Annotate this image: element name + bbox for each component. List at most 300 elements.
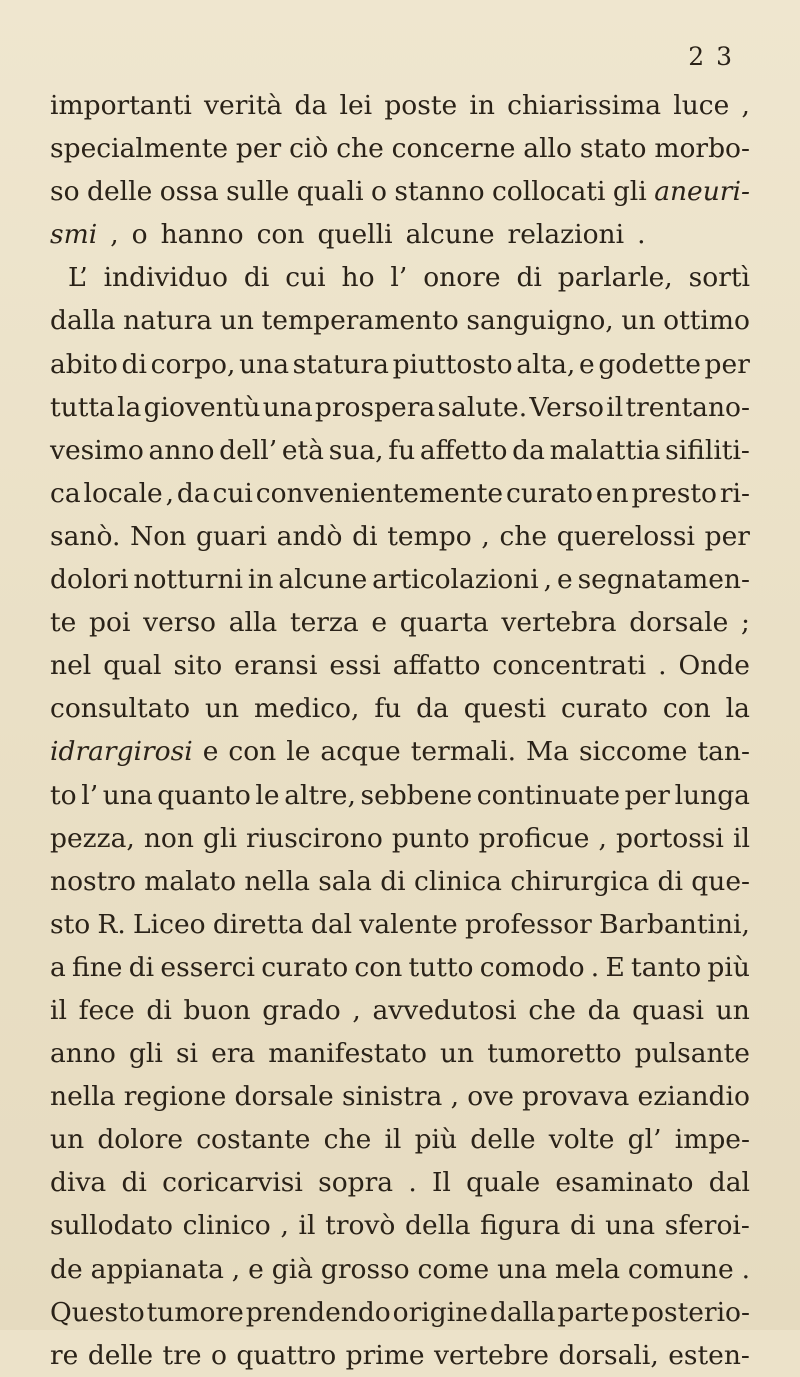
word: di: [243, 262, 270, 294]
word: ciò: [289, 133, 329, 165]
word: Non: [130, 520, 187, 552]
text-line: [50, 730, 750, 773]
word: e: [371, 607, 388, 639]
word: sto: [50, 908, 91, 940]
word: origine: [392, 1296, 488, 1328]
word: chiarissima: [507, 90, 662, 121]
text-line: [50, 1118, 750, 1161]
word: Verso: [529, 391, 605, 423]
word: morbo-: [654, 133, 750, 165]
word: sullodato: [50, 1210, 173, 1242]
word: allo: [523, 133, 572, 165]
word: en: [595, 477, 629, 509]
text-line: [50, 127, 750, 170]
word: per: [624, 779, 670, 811]
word: sebbene: [360, 779, 473, 811]
text-line: [50, 946, 750, 989]
word: E: [605, 951, 625, 983]
word: le: [286, 736, 311, 768]
word: pezza,: [50, 822, 135, 854]
word: e: [202, 736, 219, 768]
text-line: [50, 429, 750, 472]
word: di: [380, 865, 406, 897]
word: Questo: [50, 1296, 145, 1328]
word: vesimo: [50, 434, 144, 466]
word: per: [704, 348, 750, 380]
text-line: [50, 1334, 750, 1377]
word: affatto: [392, 650, 481, 682]
word: una: [605, 1210, 656, 1242]
word: gli: [203, 822, 237, 854]
text-line: [50, 213, 750, 256]
word: sferoi-: [664, 1210, 750, 1242]
word: poi: [89, 607, 131, 639]
word: lunga: [674, 779, 750, 811]
word: Barbantini,: [599, 908, 750, 940]
word: prendendo: [245, 1296, 391, 1328]
word: trovò: [325, 1210, 396, 1242]
word: dalla: [50, 305, 116, 337]
word: concentrati: [492, 650, 647, 682]
word: coricarvisi: [162, 1167, 303, 1199]
word: in: [247, 564, 274, 596]
word: della: [405, 1210, 471, 1242]
word: quali: [296, 176, 364, 208]
word: tutto: [408, 951, 474, 983]
word: le: [255, 779, 280, 811]
word: da: [176, 477, 210, 509]
word: .: [741, 1253, 750, 1285]
word: nella: [244, 865, 310, 897]
word: diva: [50, 1167, 107, 1199]
word: un: [204, 693, 240, 725]
word: chirurgica: [510, 865, 650, 897]
word: dorsali,: [558, 1339, 659, 1371]
text-line: [50, 170, 750, 213]
word: una: [497, 1253, 547, 1285]
word: segnatamen-: [577, 564, 750, 596]
word: esserci: [160, 951, 255, 983]
word: che: [336, 133, 384, 165]
word: la: [725, 693, 750, 725]
word: una: [102, 779, 153, 811]
word: individuo: [103, 262, 228, 294]
word: anno: [148, 434, 215, 466]
word: da: [587, 994, 621, 1026]
word: sanguigno,: [466, 305, 614, 337]
word: qual: [103, 650, 162, 682]
word: pulsante: [634, 1038, 750, 1070]
word: tumore: [146, 1296, 244, 1328]
text-line: [50, 1291, 750, 1334]
text-line: [50, 989, 750, 1032]
word: punto: [391, 822, 470, 854]
word: nostro: [50, 865, 136, 897]
text-line: [50, 601, 750, 644]
word: costante: [196, 1124, 311, 1156]
word: buon: [183, 994, 251, 1026]
word: Onde: [678, 650, 750, 682]
word: concerne: [391, 133, 516, 165]
word: eransi: [234, 650, 318, 682]
word: specialmente: [50, 133, 229, 165]
word: che: [528, 994, 576, 1026]
word: acque: [320, 736, 401, 768]
word: prime: [345, 1339, 425, 1371]
word: ho: [341, 262, 375, 294]
word: sinistra: [341, 1081, 443, 1113]
word: sopra: [318, 1167, 394, 1199]
word: Ma: [526, 736, 569, 768]
word: già: [271, 1253, 313, 1285]
word: e: [248, 1253, 264, 1285]
word: sanò.: [50, 520, 121, 552]
text-line: [50, 1204, 750, 1247]
word: gli: [128, 1038, 163, 1070]
word: ,: [741, 90, 750, 121]
word: corpo,: [150, 348, 236, 380]
word: alta,: [516, 348, 576, 380]
word: ,: [450, 1081, 459, 1113]
word: il: [384, 1124, 402, 1156]
word: una: [239, 348, 290, 380]
word: quale: [466, 1167, 541, 1199]
word: .: [590, 951, 600, 983]
word: temperamento: [261, 305, 459, 337]
word: età: [281, 434, 324, 466]
word: per: [235, 133, 282, 165]
word: ,: [165, 477, 175, 509]
word: non: [143, 822, 194, 854]
word: lei: [339, 90, 373, 121]
word: professor: [464, 908, 592, 940]
word: clinico: [182, 1210, 271, 1242]
word: convenientemente: [255, 477, 504, 509]
word: delle: [87, 1339, 154, 1371]
word: valente: [359, 908, 458, 940]
text-line: [50, 644, 750, 687]
word: che: [323, 1124, 372, 1156]
word: e: [579, 348, 595, 380]
word: eziandio: [637, 1081, 750, 1113]
word: trentano-: [625, 391, 750, 423]
word: o: [371, 176, 387, 208]
word: anno: [50, 1038, 116, 1070]
word: una: [262, 391, 313, 423]
word: aneuri-: [654, 176, 750, 208]
word: di: [516, 262, 542, 294]
word: o: [211, 1339, 227, 1371]
word: curato: [261, 951, 349, 983]
text-line: [50, 903, 750, 946]
word: l’: [81, 779, 99, 811]
word: con: [256, 219, 305, 251]
word: medico,: [253, 693, 360, 725]
word: hanno: [160, 219, 244, 251]
text-line: [50, 515, 750, 558]
word: andò: [276, 520, 343, 552]
word: stato: [579, 133, 647, 165]
word: da: [512, 434, 545, 466]
word: volte: [548, 1124, 615, 1156]
word: ,: [543, 564, 553, 596]
word: di: [128, 951, 155, 983]
word: tempo: [387, 520, 472, 552]
text-line: [50, 817, 750, 860]
word: altre,: [284, 779, 356, 811]
word: piuttosto: [392, 348, 513, 380]
word: que-: [691, 865, 750, 897]
word: parte: [557, 1296, 630, 1328]
word: un: [621, 305, 656, 337]
word: ottimo: [663, 305, 750, 337]
word: da: [416, 693, 449, 725]
word: luce: [673, 90, 730, 121]
word: malato: [144, 865, 237, 897]
word: gioventù: [143, 391, 261, 423]
word: importanti: [50, 90, 192, 121]
word: la: [117, 391, 142, 423]
text-line: [50, 687, 750, 730]
word: .: [658, 650, 667, 682]
word: dal: [310, 908, 353, 940]
word: il: [606, 391, 624, 423]
word: posterio-: [631, 1296, 750, 1328]
word: mela: [554, 1253, 620, 1285]
text-line: [50, 1161, 750, 1204]
word: delle: [86, 176, 153, 208]
word: curato: [505, 477, 593, 509]
word: statura: [292, 348, 389, 380]
word: e: [556, 564, 573, 596]
word: appianata: [90, 1253, 224, 1285]
word: collocati: [491, 176, 606, 208]
word: quarta: [399, 607, 489, 639]
text-line: [50, 1032, 750, 1075]
word: di: [146, 994, 172, 1026]
word: l’: [390, 262, 408, 294]
word: ,: [231, 1253, 241, 1285]
word: siccome: [578, 736, 688, 768]
word: delle: [470, 1124, 536, 1156]
word: affetto: [419, 434, 508, 466]
word: con: [662, 693, 711, 725]
word: smi: [50, 219, 98, 251]
word: comune: [627, 1253, 734, 1285]
word: di: [352, 520, 378, 552]
word: sifiliti-: [665, 434, 750, 466]
text-line: [50, 860, 750, 903]
word: poste: [384, 90, 458, 121]
word: quasi: [632, 994, 705, 1026]
word: proficue: [478, 822, 590, 854]
word: prospera: [314, 391, 436, 423]
word: R.: [97, 908, 126, 940]
word: sua,: [328, 434, 384, 466]
word: malattia: [549, 434, 661, 466]
text-line: [50, 256, 750, 299]
word: alla: [228, 607, 278, 639]
word: dell’: [219, 434, 278, 466]
word: gl’: [627, 1124, 662, 1156]
word: di: [569, 1210, 596, 1242]
word: nella: [50, 1081, 116, 1113]
word: provava: [522, 1081, 630, 1113]
word: re: [50, 1339, 79, 1371]
word: tan-: [697, 736, 750, 768]
word: per: [704, 520, 750, 552]
word: di: [121, 348, 147, 380]
word: sito: [173, 650, 223, 682]
word: che: [499, 520, 548, 552]
word: un: [715, 994, 750, 1026]
word: questi: [463, 693, 547, 725]
word: fu: [388, 434, 416, 466]
word: avvedutosi: [372, 994, 517, 1026]
body-text: [50, 84, 750, 1377]
word: ,: [280, 1210, 289, 1242]
word: tumoretto: [487, 1038, 622, 1070]
word: .: [637, 219, 646, 251]
word: più: [707, 951, 750, 983]
word: sulle: [226, 176, 290, 208]
word: ri-: [719, 477, 750, 509]
word: Liceo: [133, 908, 206, 940]
word: idrargirosi: [50, 736, 193, 768]
word: quelli: [317, 219, 393, 251]
word: salute.: [437, 391, 528, 423]
word: consultato: [50, 693, 191, 725]
word: dolori: [50, 564, 129, 596]
word: da: [294, 90, 328, 121]
word: portossi: [616, 822, 724, 854]
word: stanno: [394, 176, 485, 208]
word: fece: [78, 994, 135, 1026]
word: il: [732, 822, 750, 854]
word: termali.: [410, 736, 517, 768]
word: a: [50, 951, 66, 983]
word: essi: [329, 650, 381, 682]
word: manifestato: [268, 1038, 427, 1070]
word: ,: [352, 994, 361, 1026]
word: si: [175, 1038, 199, 1070]
word: con: [228, 736, 277, 768]
word: dolore: [97, 1124, 184, 1156]
page-number: 2 3: [688, 42, 734, 71]
word: presto: [631, 477, 717, 509]
word: come: [417, 1253, 490, 1285]
word: fine: [72, 951, 123, 983]
word: cui: [212, 477, 253, 509]
word: Il: [431, 1167, 451, 1199]
word: L’: [68, 262, 88, 294]
word: so: [50, 176, 80, 208]
text-line: [50, 1248, 750, 1291]
word: quanto: [157, 779, 251, 811]
word: dal: [708, 1167, 750, 1199]
text-line: [50, 84, 750, 127]
word: parlarle,: [557, 262, 673, 294]
word: di: [121, 1167, 147, 1199]
word: sala: [318, 865, 372, 897]
word: riuscirono: [246, 822, 383, 854]
word: abito: [50, 348, 118, 380]
text-line: [50, 343, 750, 386]
text-line: [50, 1075, 750, 1118]
text-line: [50, 774, 750, 817]
word: verità: [204, 90, 283, 121]
word: verso: [143, 607, 216, 639]
word: querelossi: [556, 520, 695, 552]
word: dorsale: [629, 607, 729, 639]
word: notturni: [133, 564, 243, 596]
word: clinica: [414, 865, 502, 897]
word: o: [131, 219, 148, 251]
word: grado: [262, 994, 341, 1026]
word: fu: [374, 693, 402, 725]
word: un: [50, 1124, 85, 1156]
word: in: [469, 90, 495, 121]
word: de: [50, 1253, 83, 1285]
word: locale: [83, 477, 163, 509]
word: un: [439, 1038, 475, 1070]
text-line: [50, 472, 750, 515]
word: onore: [423, 262, 501, 294]
text-line: [50, 299, 750, 342]
word: cui: [285, 262, 326, 294]
word: esten-: [668, 1339, 750, 1371]
word: tre: [162, 1339, 202, 1371]
word: sortì: [688, 262, 750, 294]
word: ca: [50, 477, 81, 509]
word: to: [50, 779, 77, 811]
word: terza: [289, 607, 359, 639]
word: ;: [741, 607, 750, 639]
word: di: [657, 865, 683, 897]
word: guari: [195, 520, 267, 552]
word: vertebra: [501, 607, 617, 639]
word: grosso: [320, 1253, 410, 1285]
word: quattro: [236, 1339, 337, 1371]
word: un: [219, 305, 254, 337]
word: dalla: [489, 1296, 556, 1328]
word: alcune: [405, 219, 495, 251]
word: continuate: [476, 779, 621, 811]
word: natura: [123, 305, 213, 337]
word: gli: [612, 176, 647, 208]
word: curato: [561, 693, 649, 725]
word: tutta: [50, 391, 115, 423]
word: ove: [467, 1081, 514, 1113]
word: articolazioni: [372, 564, 539, 596]
text-line: [50, 558, 750, 601]
text-line: [50, 386, 750, 429]
word: figura: [480, 1210, 561, 1242]
word: tanto: [631, 951, 702, 983]
word: ,: [481, 520, 490, 552]
word: relazioni: [507, 219, 625, 251]
word: più: [414, 1124, 458, 1156]
word: te: [50, 607, 77, 639]
word: ossa: [159, 176, 219, 208]
word: regione: [123, 1081, 227, 1113]
word: ,: [598, 822, 607, 854]
word: il: [50, 994, 67, 1026]
word: comodo: [479, 951, 585, 983]
word: era: [211, 1038, 256, 1070]
word: diretta: [212, 908, 304, 940]
word: alcune: [278, 564, 368, 596]
